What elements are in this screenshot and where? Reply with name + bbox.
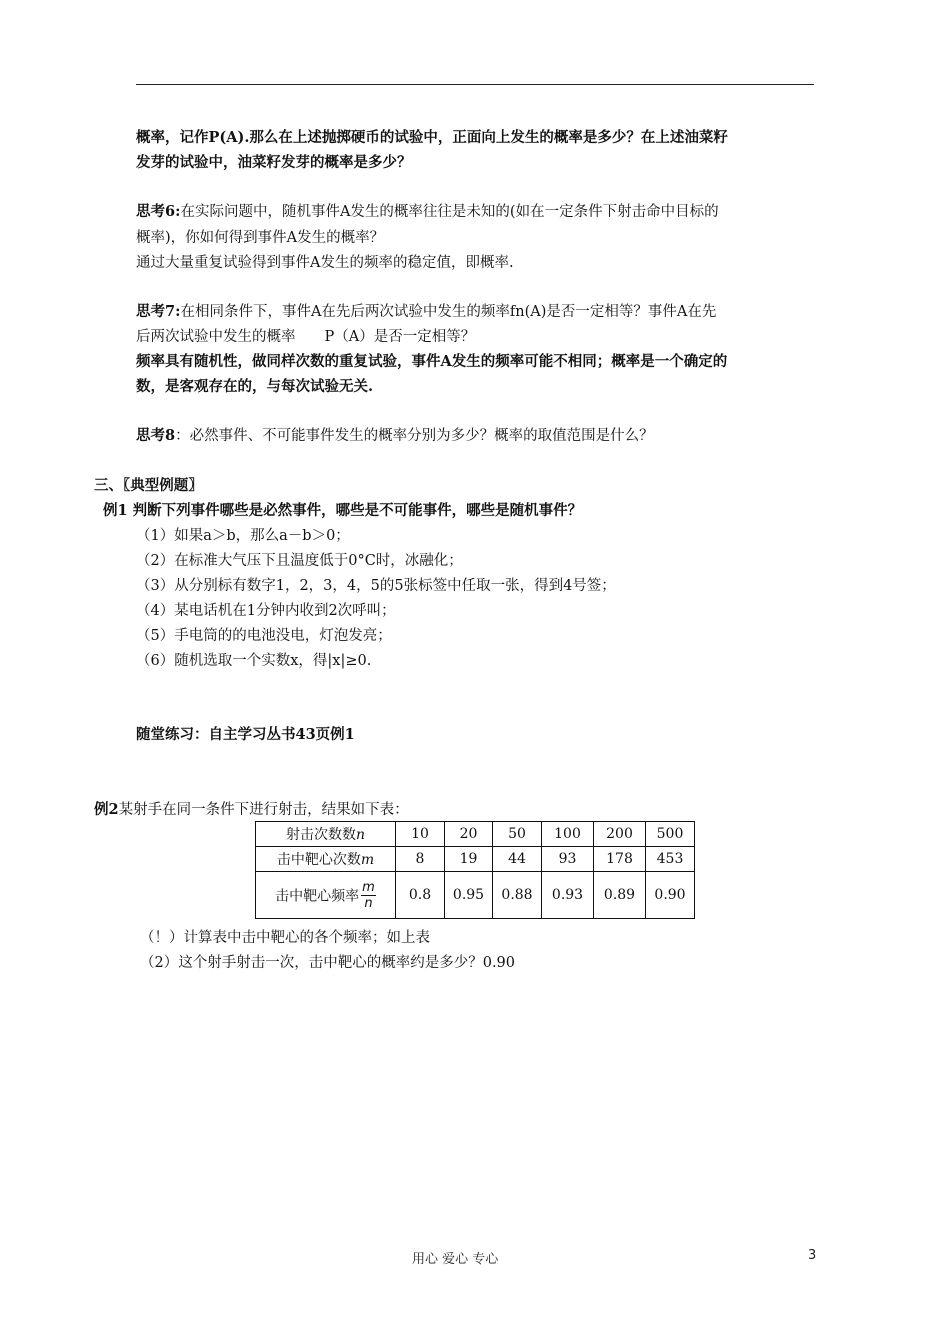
- table-cell: 178: [594, 847, 646, 872]
- table-cell: 0.89: [594, 872, 646, 919]
- variable-m: m: [360, 852, 375, 868]
- table-cell: 10: [396, 822, 445, 847]
- example1-item: （4）某电话机在1分钟内收到2次呼叫；: [136, 603, 396, 619]
- table-row: [256, 822, 695, 847]
- example2-question: （2）这个射手射击一次，击中靶心的概率约是多少？0.90: [140, 955, 516, 971]
- example2-label: 例2: [94, 801, 119, 818]
- section-heading: 三、〖典型例题〗: [94, 477, 203, 494]
- table-header-cell: [256, 822, 396, 847]
- results-table: [255, 821, 695, 919]
- table-cell: 20: [445, 822, 493, 847]
- example1-item: （1）如果a＞b，那么a－b＞0；: [136, 528, 350, 544]
- think8-text: ：必然事件、不可能事件发生的概率分别为多少？概率的取值范围是什么？: [175, 428, 654, 444]
- table-cell: 0.95: [445, 872, 493, 919]
- table-header-cell: [256, 872, 396, 919]
- footer-motto: 用心 爱心 专心: [412, 1252, 499, 1267]
- think7-label: 思考7:: [136, 303, 181, 320]
- fraction-m-over-n: [361, 880, 376, 911]
- table-row: [256, 847, 695, 872]
- think6-question: [136, 202, 719, 222]
- think7-answer: 频率具有随机性，做同样次数的重复试验，事件A发生的频率可能不相同；概率是一个确定的: [136, 353, 728, 370]
- table-cell: 100: [542, 822, 594, 847]
- table-cell: 93: [542, 847, 594, 872]
- example1-title: 例1 判断下列事件哪些是必然事件，哪些是不可能事件，哪些是随机事件？: [103, 502, 583, 519]
- example2-text: 某射手在同一条件下进行射击，结果如下表：: [118, 802, 409, 818]
- think7-answer-cont: 数，是客观存在的，与每次试验无关.: [136, 378, 374, 395]
- cell-text: 击中靶心次数: [276, 852, 361, 868]
- example1-item: （6）随机选取一个实数x，得|x|≥0.: [136, 653, 372, 669]
- cell-text: 击中靶心频率: [275, 888, 360, 904]
- think7-question: [136, 302, 716, 322]
- example2-question: （！）计算表中击中靶心的各个频率；如上表: [140, 930, 430, 946]
- example1-item: （5）手电筒的的电池没电，灯泡发亮；: [136, 628, 392, 644]
- table-cell: 0.8: [396, 872, 445, 919]
- practice-note: 随堂练习：自主学习丛书43页例1: [136, 726, 355, 743]
- example2-intro: [94, 800, 409, 820]
- table-cell: 500: [646, 822, 695, 847]
- table-cell: 8: [396, 847, 445, 872]
- think6-answer: 通过大量重复试验得到事件A发生的频率的稳定值，即概率.: [136, 255, 514, 271]
- example1-item: （3）从分别标有数字1，2，3，4，5的5张标签中任取一张，得到4号签；: [136, 578, 616, 594]
- think8-label: 思考8: [136, 427, 176, 444]
- table-cell: 50: [493, 822, 542, 847]
- think6-question-cont: 概率)，你如何得到事件A发生的概率？: [136, 230, 385, 246]
- table-cell: 44: [493, 847, 542, 872]
- paragraph-line: 发芽的试验中，油菜籽发芽的概率是多少？: [136, 154, 412, 171]
- think7-text: 在相同条件下，事件A在先后两次试验中发生的频率fn(A)是否一定相等？事件A在先: [180, 304, 717, 320]
- table-cell: 0.88: [493, 872, 542, 919]
- table-cell: 19: [445, 847, 493, 872]
- paragraph-line: 概率，记作P(A).那么在上述抛掷硬币的试验中，正面向上发生的概率是多少？在上述油菜籽: [136, 129, 728, 146]
- table-cell: 453: [646, 847, 695, 872]
- variable-n: n: [355, 827, 366, 843]
- table-cell: 0.93: [542, 872, 594, 919]
- cell-text: 射击次数数: [285, 827, 356, 843]
- example1-item: （2）在标准大气压下且温度低于0°C时，冰融化；: [136, 553, 463, 569]
- think6-label: 思考6:: [136, 203, 181, 220]
- think6-text: 在实际问题中，随机事件A发生的概率往往是未知的(如在一定条件下射击命中目标的: [180, 204, 719, 220]
- fraction-numerator: m: [362, 879, 375, 895]
- think8-question: [136, 426, 654, 446]
- table-header-cell: [256, 847, 396, 872]
- table-cell: 0.90: [646, 872, 695, 919]
- page-number: 3: [808, 1248, 817, 1263]
- think7-question-cont: 后两次试验中发生的概率 P（A）是否一定相等？: [136, 329, 476, 345]
- header-rule: [136, 84, 814, 85]
- table-row: [256, 872, 695, 919]
- table-cell: 200: [594, 822, 646, 847]
- fraction-denominator: n: [364, 895, 373, 911]
